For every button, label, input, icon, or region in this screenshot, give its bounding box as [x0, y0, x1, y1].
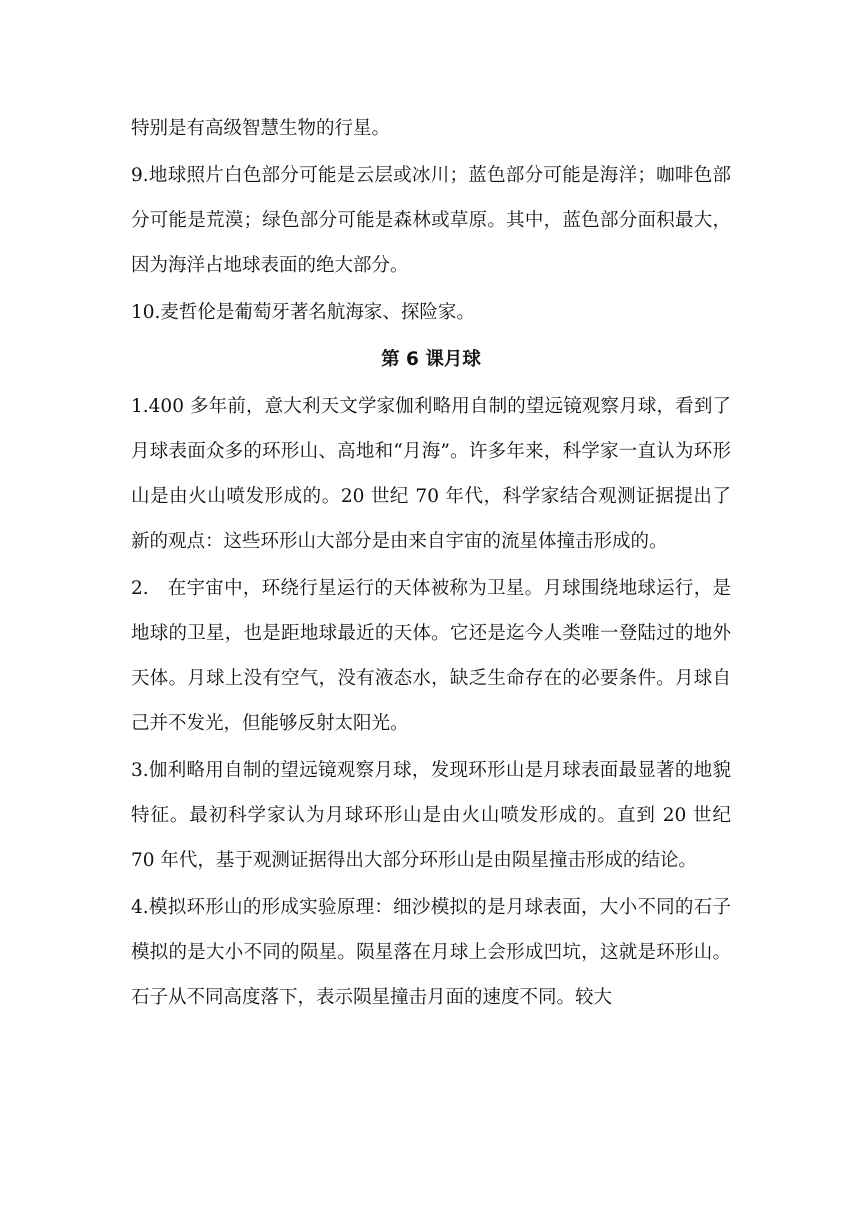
paragraph-item-10: 10.麦哲伦是葡萄牙著名航海家、探险家。 — [131, 302, 475, 323]
paragraph-intro-continuation: 特别是有高级智慧生物的行星。 — [131, 118, 391, 139]
paragraph-item-4: 4.模拟环形山的形成实验原理：细沙模拟的是月球表面，大小不同的石子模拟的是大小不同的陨星。陨星落在月球上会形成凹坑，这就是环形山。石子从不同高度落下，表示陨星撞击月面的速度不同。较大 — [131, 897, 731, 1008]
paragraph-item-1: 1.400 多年前，意大利天文学家伽利略用自制的望远镜观察月球，看到了月球表面众多的环形山、高地和“月海”。许多年来，科学家一直认为环形山是由火山喷发形成的。20 世纪 70 年代，科学家结合观测证据提出了新的观点：这些环形山大部分是由来自宇宙的流星体撞击形成的。 — [131, 396, 731, 552]
paragraph-item-9: 9.地球照片白色部分可能是云层或冰川；蓝色部分可能是海洋；咖啡色部分可能是荒漠；绿色部分可能是森林或草原。其中，蓝色部分面积最大，因为海洋占地球表面的绝大部分。 — [131, 165, 731, 276]
paragraph-item-2: 2. 在宇宙中，环绕行星运行的天体被称为卫星。月球围绕地球运行，是地球的卫星，也是距地球最近的天体。它还是迄今人类唯一登陆过的地外天体。月球上没有空气，没有液态水，缺乏生命存在的必要条件。月球自己并不发光，但能够反射太阳光。 — [131, 578, 731, 734]
paragraph-item-3: 3.伽利略用自制的望远镜观察月球，发现环形山是月球表面最显著的地貌特征。最初科学家认为月球环形山是由火山喷发形成的。直到 20 世纪 70 年代，基于观测证据得出大部分环形山是由陨星撞击形成的结论。 — [131, 760, 731, 871]
lesson-heading: 第 6 课月球 — [381, 349, 481, 370]
document-page — [131, 106, 731, 1022]
